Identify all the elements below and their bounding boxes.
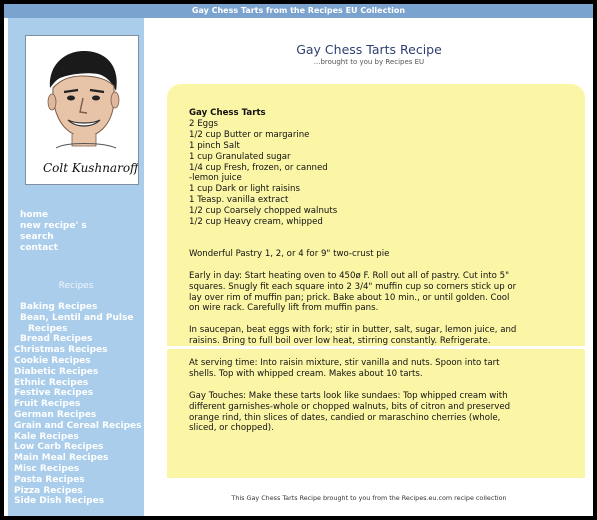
ingredient-line: 1/2 cup Coarsely chopped walnuts bbox=[189, 206, 338, 217]
avatar bbox=[25, 35, 139, 185]
category-link[interactable]: Christmas Recipes bbox=[14, 345, 108, 356]
header-bar: Gay Chess Tarts from the Recipes EU Collection bbox=[4, 4, 593, 18]
category-link[interactable]: Side Dish Recipes bbox=[14, 496, 105, 507]
recipes-heading: Recipes bbox=[58, 281, 94, 291]
recipe-paragraph: At serving time: Into raisin mixture, stir vanilla and nuts. Spoon into tart shells. Top with whipped cream. Makes about 10 tarts. bbox=[189, 357, 500, 379]
category-link[interactable]: Cookie Recipes bbox=[14, 355, 91, 366]
category-link[interactable]: Diabetic Recipes bbox=[14, 366, 99, 377]
recipe-paragraph: In saucepan, beat eggs with fork; stir in butter, salt, sugar, lemon juice, and raisins. Bring to full boil over low heat, stirring constantly. Refrigerate. bbox=[189, 325, 517, 347]
category-link[interactable]: German Recipes bbox=[14, 409, 97, 420]
category-link[interactable]: Fruit Recipes bbox=[14, 399, 81, 410]
category-link[interactable]: Low Carb Recipes bbox=[14, 442, 104, 453]
ingredient-line: -lemon juice bbox=[189, 173, 242, 184]
recipe-paragraph: Gay Touches: Make these tarts look like sundaes: Top whipped cream with different garnishes-whole or chopped walnuts, bits of citron and preserved orange rind, thin slices of dates, candied or maraschino cherries (whole, sliced, or chopped). bbox=[189, 390, 511, 434]
ingredient-line: 1 Teasp. vanilla extract bbox=[189, 195, 289, 206]
svg-text:Colt Kushnaroff: Colt Kushnaroff bbox=[43, 161, 138, 175]
page-title: Gay Chess Tarts Recipe bbox=[296, 42, 442, 57]
recipe-body bbox=[189, 108, 519, 434]
footer-text: This Gay Chess Tarts Recipe brought to you from the Recipes.eu.com recipe collection bbox=[231, 494, 507, 502]
category-link[interactable]: Grain and Cereal Recipes bbox=[14, 420, 142, 431]
ingredient-line: 1 pinch Salt bbox=[189, 140, 240, 151]
category-link[interactable]: Misc Recipes bbox=[14, 463, 80, 474]
ingredient-line: 1 cup Granulated sugar bbox=[189, 151, 291, 162]
category-link-baking[interactable]: Baking Recipes bbox=[20, 302, 98, 312]
nav-new-recipes-link[interactable]: new recipe' s bbox=[20, 221, 87, 231]
recipe-paragraph: Early in day: Start heating oven to 450ø F. Roll out all of pastry. Cut into 5" squares. Snugly fit each square into 2 3/4" muffin cup so corners stick up or lay over rim of muffin pan; prick. Bake about 10 min., or until golden. Cool on wire rack. Carefully lift from muffin pans. bbox=[189, 270, 517, 314]
category-link[interactable]: Pasta Recipes bbox=[14, 474, 85, 485]
nav-contact-link[interactable]: contact bbox=[20, 243, 58, 253]
category-link[interactable]: Main Meal Recipes bbox=[14, 453, 109, 464]
sidebar bbox=[8, 18, 144, 516]
ingredient-line: 2 Eggs bbox=[189, 118, 219, 129]
category-list bbox=[8, 302, 144, 507]
page-frame bbox=[4, 4, 593, 516]
category-link[interactable]: Kale Recipes bbox=[14, 431, 79, 442]
nav-search-link[interactable]: search bbox=[20, 232, 54, 242]
ingredient-line: 1/4 cup Fresh, frozen, or canned bbox=[189, 162, 328, 173]
nav-home-link[interactable]: home bbox=[20, 210, 49, 220]
category-link-bean-lentil-cont[interactable]: Recipes bbox=[28, 323, 68, 334]
nav-menu bbox=[20, 210, 87, 254]
page-subtitle: ...brought to you by Recipes EU bbox=[313, 58, 425, 66]
category-link[interactable]: Pizza Recipes bbox=[14, 485, 83, 496]
recipe-paragraph: Wonderful Pastry 1, 2, or 4 for 9" two-crust pie bbox=[189, 248, 390, 259]
avatar-sketch bbox=[26, 36, 138, 184]
recipe-name: Gay Chess Tarts bbox=[189, 108, 266, 118]
category-link-bread[interactable]: Bread Recipes bbox=[20, 334, 93, 345]
category-link-bean-lentil[interactable]: Bean, Lentil and Pulse bbox=[20, 312, 134, 323]
category-link[interactable]: Ethnic Recipes bbox=[14, 377, 89, 388]
ingredient-line: 1/2 cup Butter or margarine bbox=[189, 129, 310, 140]
ingredient-line: 1 cup Dark or light raisins bbox=[189, 184, 300, 195]
category-link[interactable]: Festive Recipes bbox=[14, 388, 94, 399]
ingredient-line: 1/2 cup Heavy cream, whipped bbox=[189, 217, 323, 228]
